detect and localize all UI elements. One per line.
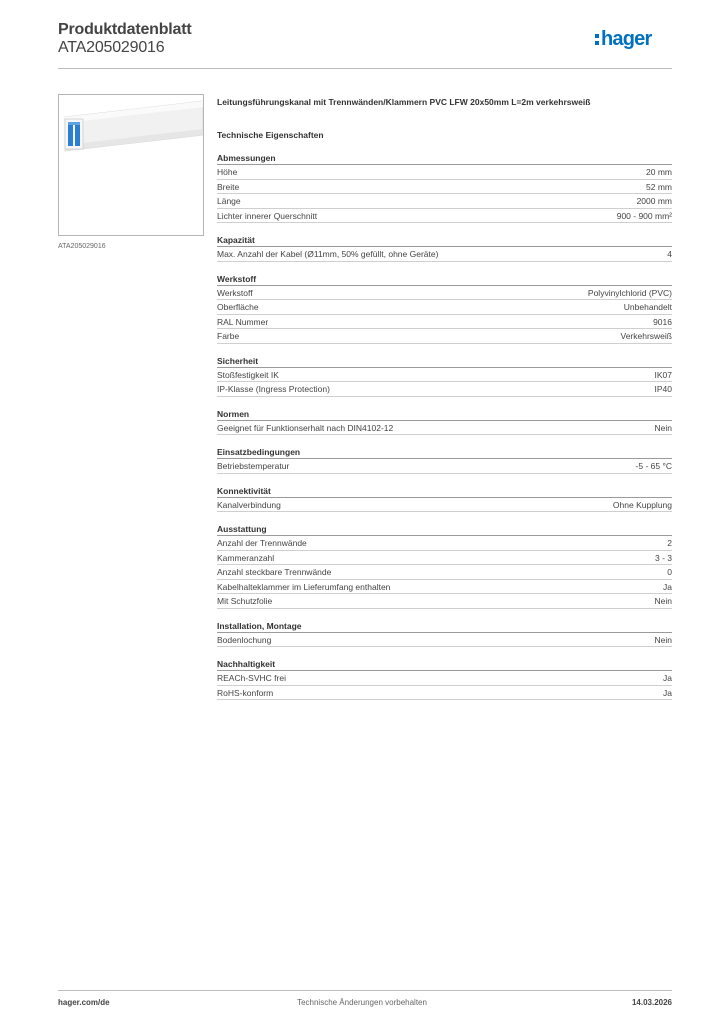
- spec-label: Werkstoff: [217, 287, 253, 298]
- spec-section: [217, 152, 672, 223]
- spec-label: Anzahl der Trennwände: [217, 538, 307, 548]
- document-title: Produktdatenblatt: [58, 21, 192, 38]
- product-image: [58, 94, 204, 236]
- spec-row: [217, 368, 672, 383]
- spec-value: 4: [667, 249, 672, 259]
- spec-label: REACh-SVHC frei: [217, 673, 286, 683]
- spec-section: [217, 485, 672, 513]
- spec-label: Max. Anzahl der Kabel (Ø11mm, 50% gefüllt, ohne Geräte): [217, 249, 439, 259]
- section-title: Einsatzbedingungen: [217, 446, 672, 459]
- logo-text: hager: [601, 28, 652, 50]
- spec-row: [217, 498, 672, 513]
- spec-row: [217, 180, 672, 195]
- spec-row: [217, 315, 672, 330]
- spec-value: 20 mm: [646, 167, 672, 177]
- cable-duct-illustration: [59, 95, 203, 235]
- section-title: Konnektivität: [217, 485, 672, 498]
- spec-value: Nein: [654, 596, 672, 606]
- spec-value: IK07: [654, 369, 672, 380]
- spec-label: Länge: [217, 196, 241, 206]
- section-title: Nachhaltigkeit: [217, 658, 672, 671]
- spec-section: [217, 658, 672, 700]
- spec-section: [217, 446, 672, 474]
- spec-label: Höhe: [217, 167, 238, 177]
- spec-value: 2000 mm: [636, 196, 672, 206]
- spec-row: [217, 633, 672, 648]
- spec-row: [217, 300, 672, 315]
- tech-heading: Technische Eigenschaften: [217, 130, 324, 140]
- footer-date: 14.03.2026: [631, 998, 672, 1007]
- section-title: Werkstoff: [217, 273, 672, 286]
- spec-label: Mit Schutzfolie: [217, 596, 273, 606]
- spec-label: Bodenlochung: [217, 634, 272, 645]
- image-caption: ATA205029016: [58, 243, 106, 250]
- spec-row: [217, 686, 672, 701]
- spec-label: Breite: [217, 181, 240, 192]
- footer-disclaimer: Technische Änderungen vorbehalten: [297, 998, 427, 1007]
- spec-value: Ja: [663, 687, 672, 698]
- spec-label: Oberfläche: [217, 302, 259, 312]
- spec-row: [217, 329, 672, 344]
- section-title: Normen: [217, 408, 672, 421]
- spec-label: Anzahl steckbare Trennwände: [217, 567, 332, 577]
- spec-label: Kammeranzahl: [217, 552, 275, 563]
- spec-value: 0: [667, 567, 672, 577]
- spec-row: [217, 551, 672, 566]
- spec-value: 3 - 3: [654, 552, 672, 563]
- spec-value: -5 - 65 °C: [635, 461, 672, 471]
- spec-row: [217, 536, 672, 551]
- spec-label: Betriebstemperatur: [217, 461, 290, 471]
- spec-value: 9016: [653, 316, 672, 327]
- spec-row: [217, 286, 672, 301]
- spec-value: IP40: [654, 384, 672, 394]
- spec-value: Ja: [663, 673, 672, 683]
- section-title: Kapazität: [217, 234, 672, 247]
- spec-row: [217, 382, 672, 397]
- article-number: ATA205029016: [58, 39, 165, 56]
- spec-section: [217, 355, 672, 397]
- spec-sections: [217, 152, 672, 700]
- footer-website[interactable]: hager.com/de: [58, 998, 110, 1007]
- spec-value: Ja: [663, 581, 672, 592]
- spec-label: Geeignet für Funktionserhalt nach DIN4102-12: [217, 422, 394, 433]
- section-title: Installation, Montage: [217, 620, 672, 633]
- spec-value: Ohne Kupplung: [612, 499, 672, 510]
- spec-label: Kanalverbindung: [217, 499, 281, 510]
- header-divider: [58, 68, 672, 69]
- spec-row: [217, 194, 672, 209]
- spec-section: [217, 620, 672, 648]
- spec-row: [217, 209, 672, 224]
- spec-row: [217, 421, 672, 436]
- section-title: Sicherheit: [217, 355, 672, 368]
- spec-label: RoHS-konform: [217, 687, 274, 698]
- spec-section: [217, 234, 672, 262]
- spec-content: [217, 95, 672, 700]
- spec-row: [217, 580, 672, 595]
- footer-divider: [58, 990, 672, 991]
- spec-row: [217, 459, 672, 474]
- section-title: Abmessungen: [217, 152, 672, 165]
- spec-label: Kabelhalteklammer im Lieferumfang enthalten: [217, 581, 391, 592]
- spec-value: Verkehrsweiß: [620, 331, 672, 341]
- spec-label: RAL Nummer: [217, 316, 269, 327]
- spec-value: 52 mm: [646, 181, 672, 192]
- hager-logo: [594, 26, 674, 56]
- spec-label: IP-Klasse (Ingress Protection): [217, 384, 330, 394]
- spec-row: [217, 565, 672, 580]
- spec-row: [217, 671, 672, 686]
- spec-value: Nein: [654, 634, 672, 645]
- product-name: Leitungsführungskanal mit Trennwänden/Klammern PVC LFW 20x50mm L=2m verkehrsweiß: [217, 97, 591, 107]
- spec-section: [217, 408, 672, 436]
- spec-value: Nein: [654, 422, 672, 433]
- spec-section: [217, 273, 672, 344]
- spec-value: Unbehandelt: [623, 302, 672, 312]
- spec-row: [217, 594, 672, 609]
- spec-value: Polyvinylchlorid (PVC): [587, 287, 672, 298]
- spec-label: Farbe: [217, 331, 240, 341]
- spec-row: [217, 165, 672, 180]
- spec-row: [217, 247, 672, 262]
- section-title: Ausstattung: [217, 523, 672, 536]
- spec-label: Lichter innerer Querschnitt: [217, 210, 318, 221]
- spec-value: 900 - 900 mm²: [616, 210, 672, 221]
- spec-label: Stoßfestigkeit IK: [217, 369, 279, 380]
- spec-section: [217, 523, 672, 609]
- spec-value: 2: [667, 538, 672, 548]
